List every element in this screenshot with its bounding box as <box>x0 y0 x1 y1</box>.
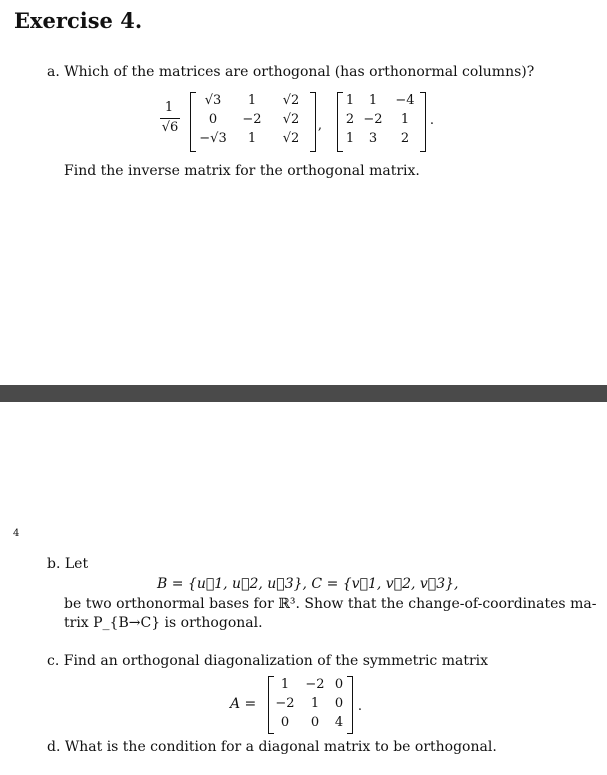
part-b-intro: b. Let <box>47 556 89 572</box>
matrix2-cell: 1 <box>345 131 355 146</box>
matrix2-cell: 2 <box>345 112 355 127</box>
matrix2-cell: 1 <box>368 93 378 108</box>
part-c-lhs: A = <box>230 696 257 712</box>
part-b-bases: B = {u⃗1, u⃗2, u⃗3}, C = {v⃗1, v⃗2, v⃗3}, <box>157 576 459 592</box>
matrix2-cell: 3 <box>368 131 378 146</box>
matrixA-cell: 0 <box>334 696 344 711</box>
matrixA-cell: 1 <box>310 696 320 711</box>
matrix2-cell: −4 <box>395 93 415 108</box>
page-break-band <box>0 385 607 402</box>
matrixA-cell: 0 <box>334 677 344 692</box>
exercise-heading: Exercise 4. <box>14 8 143 33</box>
scalar-denominator: √6 <box>161 120 179 135</box>
matrix1-cell: 0 <box>208 112 218 127</box>
matrixA-right-bracket <box>347 676 353 734</box>
matrix2-cell: 1 <box>400 112 410 127</box>
part-c-question: c. Find an orthogonal diagonalization of the symmetric matrix <box>47 653 489 669</box>
matrixA-period: . <box>357 699 363 714</box>
matrixA-cell: 0 <box>280 715 290 730</box>
matrix2-cell: −2 <box>363 112 383 127</box>
matrixA-cell: −2 <box>305 677 325 692</box>
matrix1-cell: −√3 <box>199 131 227 146</box>
matrix1-cell: 1 <box>247 93 257 108</box>
part-b-line1: be two orthonormal bases for ℝ³. Show that the change-of-coordinates ma- <box>64 596 597 612</box>
matrix1-cell: √2 <box>282 93 300 108</box>
matrixA-cell: −2 <box>275 696 295 711</box>
part-a-question: a. Which of the matrices are orthogonal (has orthonormal columns)? <box>47 64 535 80</box>
matrix2-cell: 1 <box>345 93 355 108</box>
matrix2-right-bracket <box>420 92 426 152</box>
matrix1-cell: −2 <box>242 112 262 127</box>
part-d-question: d. What is the condition for a diagonal matrix to be orthogonal. <box>47 739 497 755</box>
matrix1-cell: 1 <box>247 131 257 146</box>
page-top <box>0 0 607 385</box>
page-bottom <box>0 402 607 775</box>
matrix2-cell: 2 <box>400 131 410 146</box>
fraction-bar <box>160 118 180 119</box>
matrix1-cell: √3 <box>204 93 222 108</box>
matrixA-cell: 0 <box>310 715 320 730</box>
matrix-period: . <box>429 113 435 128</box>
matrix1-cell: √2 <box>282 112 300 127</box>
matrix-separator-comma: , <box>317 118 323 133</box>
page-number: 4 <box>13 528 20 539</box>
matrix1-cell: √2 <box>282 131 300 146</box>
part-b-line2: trix P_{B→C} is orthogonal. <box>64 615 263 631</box>
part-a-followup: Find the inverse matrix for the orthogonal matrix. <box>64 163 420 179</box>
matrixA-cell: 4 <box>334 715 344 730</box>
matrixA-cell: 1 <box>280 677 290 692</box>
scalar-numerator: 1 <box>164 100 174 115</box>
